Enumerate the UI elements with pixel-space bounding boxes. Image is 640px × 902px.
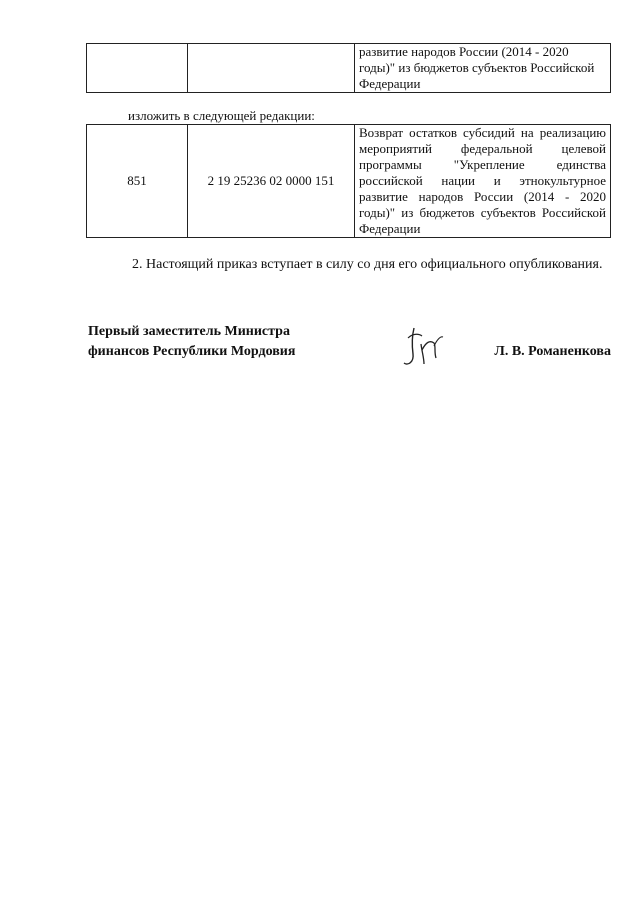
description-line: годы)" из бюджетов субъектов Российской — [359, 60, 595, 75]
description-line: Федерации — [359, 76, 421, 91]
intro-text: изложить в следующей редакции: — [128, 108, 315, 123]
table-cell-kbk-empty — [188, 44, 355, 93]
table-cell-code-empty — [87, 44, 188, 93]
signatory-name: Л. В. Романенкова — [494, 344, 611, 359]
paragraph-effective-date: 2. Настоящий приказ вступает в силу со дня его официального опубликования. — [132, 257, 603, 272]
signatory-title-line: Первый заместитель Министра — [88, 324, 290, 339]
description-line: развитие народов России (2014 - 2020 — [359, 44, 569, 59]
table-row — [87, 125, 611, 238]
table-cell-description — [355, 44, 611, 93]
continuation-table — [86, 43, 611, 93]
table-cell-code: 851 — [87, 125, 188, 238]
table-cell-kbk: 2 19 25236 02 0000 151 — [188, 125, 355, 238]
handwritten-signature-icon — [400, 322, 448, 370]
table-row — [87, 44, 611, 93]
signatory-title — [88, 322, 348, 362]
revised-table — [86, 124, 611, 238]
signatory-title-line: финансов Республики Мордовия — [88, 344, 296, 359]
table-cell-description: Возврат остатков субсидий на реализацию мероприятий федеральной целевой программы "Укрепление единства российской нации и этнокультурное развитие народов России (2014 - 2020 годы)" из бюджетов субъектов Российской Федерации — [355, 125, 611, 238]
